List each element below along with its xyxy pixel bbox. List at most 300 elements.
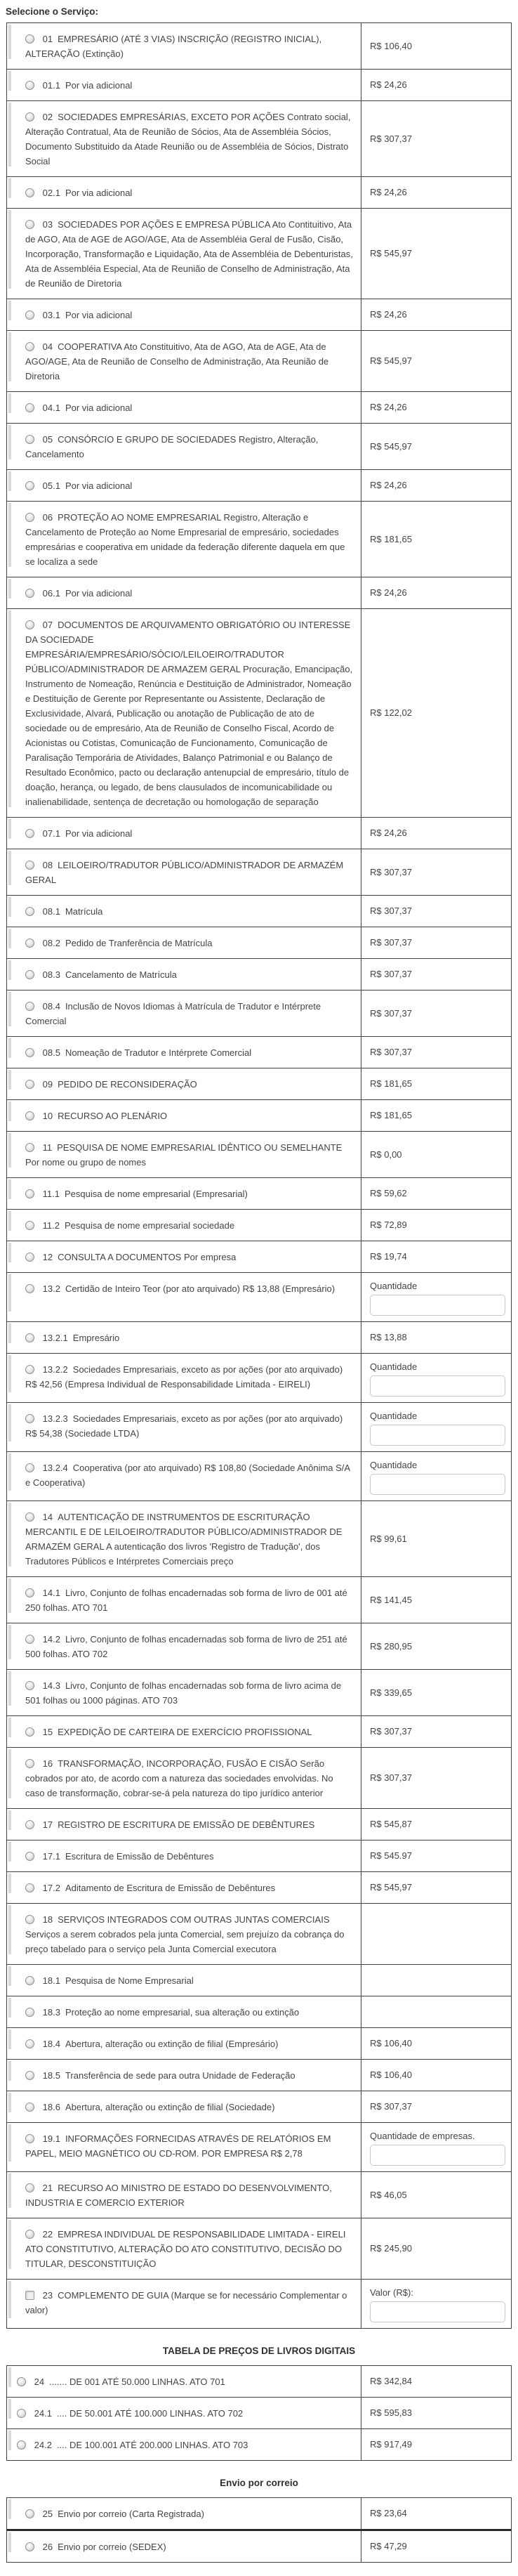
service-option[interactable] — [7, 502, 361, 577]
price-cell — [361, 990, 511, 1036]
service-row-03 — [6, 208, 512, 299]
price-cell — [361, 2398, 511, 2428]
row-accent-bar — [8, 851, 11, 885]
service-row-14.2 — [6, 1623, 512, 1670]
service-row-18.5 — [6, 2059, 512, 2091]
service-code: 02 — [42, 112, 53, 122]
row-accent-bar — [8, 1070, 11, 1090]
service-price: R$ 339,65 — [370, 1687, 412, 1698]
service-label: PROTEÇÃO AO NOME EMPRESARIAL Registro, Alteração e Cancelamento de Proteção ao Nome Empresarial de empresário, sociedades empresárias e cooperativa em unidade da federação diferente daquela em que se localiza a sede — [25, 512, 345, 567]
radio-07.1[interactable] — [25, 829, 34, 838]
service-price: R$ 141,45 — [370, 1594, 412, 1605]
radio-07[interactable] — [25, 620, 34, 629]
service-row-08.4 — [6, 990, 512, 1037]
price-cell — [361, 177, 511, 208]
radio-03[interactable] — [25, 220, 34, 229]
radio-17.2[interactable] — [25, 1883, 34, 1892]
row-accent-bar — [8, 897, 11, 917]
radio-19.1[interactable] — [25, 2134, 34, 2143]
service-row-07.1 — [6, 817, 512, 849]
service-price: R$ 307,37 — [370, 937, 412, 948]
service-price: R$ 24,26 — [370, 187, 407, 197]
radio-14.1[interactable] — [25, 1588, 34, 1597]
checkbox-23[interactable] — [25, 2291, 34, 2300]
service-row-05.1 — [6, 469, 512, 502]
service-option[interactable] — [7, 1904, 361, 1964]
service-option[interactable] — [7, 23, 361, 69]
service-option[interactable] — [7, 1965, 361, 1996]
service-option[interactable] — [7, 2429, 361, 2460]
service-label: INFORMAÇÕES FORNECIDAS ATRAVÉS DE RELATÓRIOS EM PAPEL, MEIO MAGNÉTICO OU CD-ROM. POR EMPRESA R$ 2,78 — [25, 2133, 331, 2159]
service-label: PESQUISA DE NOME EMPRESARIAL IDÊNTICO OU SEMELHANTE Por nome ou grupo de nomes — [25, 1142, 343, 1168]
radio-17[interactable] — [25, 1820, 34, 1829]
service-label: EMPRESÁRIO (ATÉ 3 VIAS) INSCRIÇÃO (REGISTRO INICIAL), ALTERAÇÃO (Extinção) — [25, 34, 322, 59]
service-price: R$ 307,37 — [370, 2101, 412, 2112]
service-price: R$ 307,37 — [370, 1047, 412, 1057]
service-price: R$ 595,83 — [370, 2407, 412, 2418]
service-price: R$ 106,40 — [370, 2070, 412, 2080]
service-code: 07.1 — [42, 828, 60, 839]
price-cell — [361, 470, 511, 501]
service-row-06 — [6, 501, 512, 577]
service-row-01.1 — [6, 69, 512, 101]
radio-08.3[interactable] — [25, 970, 34, 979]
service-row-04.1 — [6, 391, 512, 424]
value-input-13.2.4[interactable] — [370, 1474, 505, 1495]
service-table — [6, 2365, 512, 2461]
service-option[interactable] — [7, 424, 361, 469]
radio-11.1[interactable] — [25, 1189, 34, 1198]
row-accent-bar — [8, 2281, 11, 2318]
service-option[interactable] — [7, 2028, 361, 2059]
service-label: Proteção ao nome empresarial, sua alteração ou extinção — [65, 2007, 300, 2018]
service-option[interactable] — [7, 1403, 361, 1451]
service-code: 03 — [42, 219, 53, 230]
radio-18.1[interactable] — [25, 1976, 34, 1985]
input-label: Quantidade — [370, 1361, 418, 1372]
radio-08[interactable] — [25, 861, 34, 870]
row-accent-bar — [8, 1453, 11, 1491]
radio-26[interactable] — [25, 2542, 34, 2551]
price-cell — [361, 1716, 511, 1747]
service-row-07 — [6, 608, 512, 818]
price-cell — [361, 1501, 511, 1576]
service-option[interactable] — [7, 209, 361, 299]
service-label: Abertura, alteração ou extinção de filial (Sociedade) — [65, 2102, 275, 2112]
row-accent-bar — [8, 2124, 11, 2162]
service-code: 24.2 — [34, 2440, 52, 2450]
radio-14.2[interactable] — [25, 1635, 34, 1644]
service-option[interactable] — [7, 2398, 361, 2428]
radio-24.1[interactable] — [17, 2409, 26, 2418]
service-code: 07 — [42, 620, 53, 630]
service-row-16 — [6, 1747, 512, 1809]
service-option[interactable] — [7, 392, 361, 423]
price-cell — [361, 1670, 511, 1715]
service-row-21 — [6, 2171, 512, 2218]
service-option[interactable] — [7, 1273, 361, 1321]
service-row-14.1 — [6, 1576, 512, 1623]
price-cell — [361, 927, 511, 958]
service-option[interactable] — [7, 1748, 361, 1808]
row-accent-bar — [8, 1274, 11, 1312]
price-cell — [361, 424, 511, 469]
service-label: Abertura, alteração ou extinção de filial (Empresário) — [65, 2039, 279, 2049]
service-option[interactable] — [7, 609, 361, 817]
radio-06[interactable] — [25, 513, 34, 522]
service-option[interactable] — [7, 2123, 361, 2171]
radio-08.5[interactable] — [25, 1048, 34, 1057]
price-cell — [361, 1872, 511, 1903]
service-option[interactable] — [7, 849, 361, 895]
service-code: 18.5 — [42, 2070, 60, 2081]
service-row-14 — [6, 1501, 512, 1577]
service-table — [6, 2497, 512, 2563]
service-label: Escritura de Emissão de Debêntures — [65, 1851, 214, 1862]
service-option[interactable] — [7, 959, 361, 990]
service-label: LEILOEIRO/TRADUTOR PÚBLICO/ADMINISTRADOR DE ARMAZÉM GERAL — [25, 860, 344, 885]
service-price: R$ 181,65 — [370, 533, 412, 544]
radio-02[interactable] — [25, 112, 34, 122]
radio-18.6[interactable] — [25, 2103, 34, 2112]
service-option[interactable] — [7, 1452, 361, 1501]
service-price: R$ 245,90 — [370, 2243, 412, 2254]
radio-13.2.3[interactable] — [25, 1414, 34, 1423]
service-price: R$ 307,37 — [370, 905, 412, 916]
service-label: Pedido de Tranferência de Matrícula — [65, 938, 213, 948]
service-price: R$ 24,26 — [370, 309, 407, 320]
radio-03.1[interactable] — [25, 310, 34, 320]
service-row-22 — [6, 2218, 512, 2280]
input-label: Quantidade de empresas. — [370, 2131, 475, 2141]
price-cell — [361, 1132, 511, 1177]
service-option[interactable] — [7, 101, 361, 176]
input-label: Quantidade — [370, 1281, 418, 1291]
radio-17.1[interactable] — [25, 1852, 34, 1861]
radio-24.2[interactable] — [17, 2440, 26, 2450]
service-row-24.1 — [6, 2397, 512, 2429]
service-price: R$ 181,65 — [370, 1110, 412, 1120]
service-option[interactable] — [7, 70, 361, 100]
row-accent-bar — [8, 2499, 11, 2519]
service-price: R$ 24,26 — [370, 79, 407, 90]
service-option[interactable] — [7, 2060, 361, 2091]
price-cell — [361, 1965, 511, 1996]
service-option[interactable] — [7, 1132, 361, 1177]
radio-11.2[interactable] — [25, 1221, 34, 1230]
row-accent-bar — [8, 1671, 11, 1706]
service-option[interactable] — [7, 1322, 361, 1353]
service-label: RECURSO AO MINISTRO DE ESTADO DO DESENVOLVIMENTO, INDUSTRIA E COMERCIO EXTERIOR — [25, 2183, 332, 2208]
row-accent-bar — [8, 960, 11, 980]
price-cell — [361, 2091, 511, 2122]
price-cell — [361, 2218, 511, 2279]
service-label: CONSULTA A DOCUMENTOS Por empresa — [58, 1252, 237, 1262]
service-option[interactable] — [7, 299, 361, 330]
service-option[interactable] — [7, 927, 361, 958]
radio-02.1[interactable] — [25, 188, 34, 197]
radio-05.1[interactable] — [25, 481, 34, 490]
service-row-18 — [6, 1903, 512, 1965]
service-option[interactable] — [7, 1100, 361, 1131]
radio-13.2.4[interactable] — [25, 1463, 34, 1472]
service-option[interactable] — [7, 2172, 361, 2218]
service-option[interactable] — [7, 1716, 361, 1747]
radio-13.2[interactable] — [25, 1284, 34, 1293]
service-label: AUTENTICAÇÃO DE INSTRUMENTOS DE ESCRITURAÇÃO MERCANTIL E DE LEILOEIRO/TRADUTOR PÚBLICO/ADMINISTRADOR DE ARMAZÉM GERAL A autenticação dos livros 'Registro de Tradução', dos Tradutores Públicos e Intérpretes Comerciais preço — [25, 1512, 343, 1567]
price-cell — [361, 1403, 511, 1451]
service-label: COOPERATIVA Ato Constituitivo, Ata de AGO, Ata de AGE, Ata de AGO/AGE, Ata de Reunião de Conselho de Administração, Ata Reunião de Diretoria — [25, 341, 329, 381]
service-price: R$ 46,05 — [370, 2189, 407, 2200]
radio-01[interactable] — [25, 34, 34, 44]
service-option[interactable] — [7, 1068, 361, 1099]
row-accent-bar — [8, 1038, 11, 1058]
service-code: 10 — [42, 1111, 53, 1121]
row-accent-bar — [8, 1810, 11, 1830]
service-code: 11.1 — [42, 1189, 60, 1199]
service-label: EMPRESA INDIVIDUAL DE RESPONSABILIDADE LIMITADA - EIRELI ATO CONSTITUTIVO, ALTERAÇÃO DO ATO CONSTITUTIVO, DECISÃO DO TITULAR, DESCONSTITUIÇÃO — [25, 2229, 346, 2269]
service-label: REGISTRO DE ESCRITURA DE EMISSÃO DE DEBÊNTURES — [58, 1819, 315, 1830]
radio-04.1[interactable] — [25, 403, 34, 412]
service-label: .... DE 100.001 ATÉ 200.000 LINHAS. ATO 703 — [56, 2440, 248, 2450]
row-accent-bar — [8, 2220, 11, 2269]
price-cell — [361, 2028, 511, 2059]
row-accent-bar — [8, 1874, 11, 1893]
radio-01.1[interactable] — [25, 81, 34, 90]
row-accent-bar — [8, 1905, 11, 1954]
service-code: 08.5 — [42, 1047, 60, 1058]
price-cell — [361, 896, 511, 927]
service-code: 14.3 — [42, 1680, 60, 1691]
row-accent-bar — [8, 2093, 11, 2112]
service-price: R$ 307,37 — [370, 969, 412, 979]
radio-04[interactable] — [25, 342, 34, 351]
price-cell — [361, 2123, 511, 2171]
service-row-02.1 — [6, 176, 512, 209]
radio-08.4[interactable] — [25, 1002, 34, 1011]
radio-18[interactable] — [25, 1915, 34, 1924]
row-accent-bar — [8, 1749, 11, 1798]
service-option[interactable] — [7, 177, 361, 208]
row-accent-bar — [8, 1625, 11, 1659]
radio-14[interactable] — [25, 1512, 34, 1522]
service-row-12 — [6, 1241, 512, 1273]
service-price: R$ 106,40 — [370, 2038, 412, 2048]
radio-08.1[interactable] — [25, 907, 34, 916]
service-row-17.1 — [6, 1840, 512, 1872]
service-label: Pesquisa de nome empresarial (Empresarial) — [64, 1189, 248, 1199]
row-accent-bar — [8, 1133, 11, 1168]
radio-12[interactable] — [25, 1253, 34, 1262]
radio-10[interactable] — [25, 1111, 34, 1120]
service-option[interactable] — [7, 1996, 361, 2027]
service-code: 05.1 — [42, 480, 60, 491]
row-accent-bar — [8, 393, 11, 413]
service-price: R$ 917,49 — [370, 2439, 412, 2450]
radio-08.2[interactable] — [25, 939, 34, 948]
service-label: Pesquisa de Nome Empresarial — [65, 1975, 194, 1986]
radio-11[interactable] — [25, 1143, 34, 1152]
service-code: 05 — [42, 434, 53, 445]
service-label: SERVIÇOS INTEGRADOS COM OUTRAS JUNTAS COMERCIAIS Serviços a serem cobrados pela junta Comercial, sem prejuízo da cobrança do preço tabelado para o serviço pela Junta Comercial executora — [25, 1914, 345, 1954]
service-code: 22 — [42, 2229, 53, 2240]
value-input-23[interactable] — [370, 2301, 505, 2322]
service-option[interactable] — [7, 818, 361, 849]
radio-09[interactable] — [25, 1080, 34, 1089]
value-input-19.1[interactable] — [370, 2145, 505, 2166]
row-accent-bar — [8, 301, 11, 320]
service-code: 13.2.2 — [42, 1364, 68, 1375]
radio-18.4[interactable] — [25, 2039, 34, 2048]
service-label: CONSÓRCIO E GRUPO DE SOCIEDADES Registro, Alteração, Cancelamento — [25, 434, 319, 459]
radio-18.3[interactable] — [25, 2008, 34, 2017]
service-price: R$ 24,26 — [370, 828, 407, 838]
service-row-08.2 — [6, 927, 512, 959]
price-cell — [361, 609, 511, 817]
service-label: Por via adicional — [65, 828, 133, 839]
service-option[interactable] — [7, 1623, 361, 1669]
service-row-13.2.3 — [6, 1402, 512, 1452]
radio-13.2.2[interactable] — [25, 1365, 34, 1374]
service-option[interactable] — [7, 1178, 361, 1209]
service-option[interactable] — [7, 1037, 361, 1068]
service-price: R$ 122,02 — [370, 707, 412, 718]
value-input-13.2[interactable] — [370, 1295, 505, 1316]
service-option[interactable] — [7, 990, 361, 1036]
row-accent-bar — [8, 1842, 11, 1862]
service-label: Por via adicional — [65, 403, 133, 413]
price-cell — [361, 1100, 511, 1131]
radio-24[interactable] — [17, 2377, 26, 2386]
price-cell — [361, 818, 511, 849]
service-option[interactable] — [7, 577, 361, 608]
service-code: 03.1 — [42, 310, 60, 320]
section-correio — [6, 2478, 512, 2563]
radio-13.2.1[interactable] — [25, 1333, 34, 1342]
price-cell — [361, 70, 511, 100]
service-label: Sociedades Empresariais, exceto as por ações (por ato arquivado) R$ 54,38 (Sociedade LTDA) — [25, 1413, 343, 1439]
service-label: Envio por correio (SEDEX) — [58, 2542, 166, 2552]
row-accent-bar — [8, 425, 11, 459]
price-cell — [361, 1322, 511, 1353]
service-price: R$ 545,97 — [370, 355, 412, 366]
service-option[interactable] — [7, 2091, 361, 2122]
service-row-11.2 — [6, 1209, 512, 1241]
service-label: Livro, Conjunto de folhas encadernadas sob forma de livro de 001 até 250 folhas. ATO 701 — [25, 1588, 347, 1613]
service-label: Livro, Conjunto de folhas encadernadas sob forma de livro acima de 501 folhas ou 1000 páginas. ATO 703 — [25, 1680, 342, 1706]
service-option[interactable] — [7, 470, 361, 501]
radio-22[interactable] — [25, 2230, 34, 2239]
service-option[interactable] — [7, 1809, 361, 1840]
radio-25[interactable] — [25, 2509, 34, 2518]
radio-21[interactable] — [25, 2183, 34, 2192]
service-row-13.2.1 — [6, 1321, 512, 1354]
service-code: 13.2.3 — [42, 1413, 68, 1424]
service-label: Pesquisa de nome empresarial sociedade — [64, 1220, 235, 1231]
service-row-08.5 — [6, 1036, 512, 1068]
row-accent-bar — [8, 2367, 11, 2387]
price-cell — [361, 1241, 511, 1272]
price-cell — [361, 2060, 511, 2091]
service-price: R$ 307,37 — [370, 1726, 412, 1737]
service-row-25 — [6, 2497, 512, 2530]
price-cell — [361, 2429, 511, 2460]
service-option[interactable] — [7, 2498, 361, 2529]
service-row-24.2 — [6, 2428, 512, 2461]
service-row-17 — [6, 1808, 512, 1841]
radio-16[interactable] — [25, 1759, 34, 1768]
service-row-26 — [6, 2529, 512, 2563]
service-label: Inclusão de Novos Idiomas à Matrícula de Tradutor e Intérprete Comercial — [25, 1001, 321, 1026]
service-option[interactable] — [7, 2531, 361, 2562]
service-label: Por via adicional — [65, 310, 133, 320]
radio-06.1[interactable] — [25, 589, 34, 598]
row-accent-bar — [8, 71, 11, 91]
service-option[interactable] — [7, 331, 361, 391]
service-price: R$ 545,97 — [370, 248, 412, 259]
service-option[interactable] — [7, 1872, 361, 1903]
service-option[interactable] — [7, 1577, 361, 1623]
row-accent-bar — [8, 1404, 11, 1441]
radio-05[interactable] — [25, 435, 34, 444]
service-option[interactable] — [7, 1670, 361, 1715]
row-accent-bar — [8, 2532, 11, 2552]
service-table — [6, 22, 512, 2329]
price-cell — [361, 2531, 511, 2562]
service-option[interactable] — [7, 2366, 361, 2397]
service-price: R$ 13,88 — [370, 1332, 407, 1342]
service-code: 04 — [42, 341, 53, 352]
service-code: 24 — [34, 2376, 45, 2387]
service-option[interactable] — [7, 2280, 361, 2328]
service-row-13.2 — [6, 1272, 512, 1322]
service-code: 08.1 — [42, 906, 60, 917]
service-price: R$ 59,62 — [370, 1188, 407, 1198]
service-code: 18.1 — [42, 1975, 60, 1986]
value-input-13.2.3[interactable] — [370, 1425, 505, 1446]
service-option[interactable] — [7, 1841, 361, 1871]
service-code: 08 — [42, 860, 53, 870]
radio-18.5[interactable] — [25, 2071, 34, 2080]
service-code: 06 — [42, 512, 53, 523]
radio-15[interactable] — [25, 1727, 34, 1737]
service-option[interactable] — [7, 1501, 361, 1576]
service-row-02 — [6, 100, 512, 177]
service-label: Nomeação de Tradutor e Intérprete Comercial — [65, 1047, 252, 1058]
price-cell — [361, 2280, 511, 2328]
service-code: 14.1 — [42, 1588, 60, 1598]
service-row-08.1 — [6, 895, 512, 927]
price-cell — [361, 1904, 511, 1964]
service-row-14.3 — [6, 1669, 512, 1716]
service-row-13.2.2 — [6, 1353, 512, 1403]
service-label: Livro, Conjunto de folhas encadernadas sob forma de livro de 251 até 500 folhas. ATO 702 — [25, 1634, 347, 1659]
service-option[interactable] — [7, 1354, 361, 1402]
service-label: Por via adicional — [65, 588, 133, 599]
service-label: ....... DE 001 ATÉ 50.000 LINHAS. ATO 701 — [49, 2376, 225, 2387]
service-option[interactable] — [7, 1241, 361, 1272]
service-option[interactable] — [7, 1210, 361, 1241]
service-option[interactable] — [7, 896, 361, 927]
value-input-13.2.2[interactable] — [370, 1375, 505, 1397]
service-price: R$ 342,84 — [370, 2376, 412, 2386]
service-row-19.1 — [6, 2122, 512, 2172]
radio-14.3[interactable] — [25, 1681, 34, 1690]
row-accent-bar — [8, 178, 11, 198]
service-option[interactable] — [7, 2218, 361, 2279]
page-title: Selecione o Serviço: — [6, 6, 99, 17]
price-cell — [361, 209, 511, 299]
